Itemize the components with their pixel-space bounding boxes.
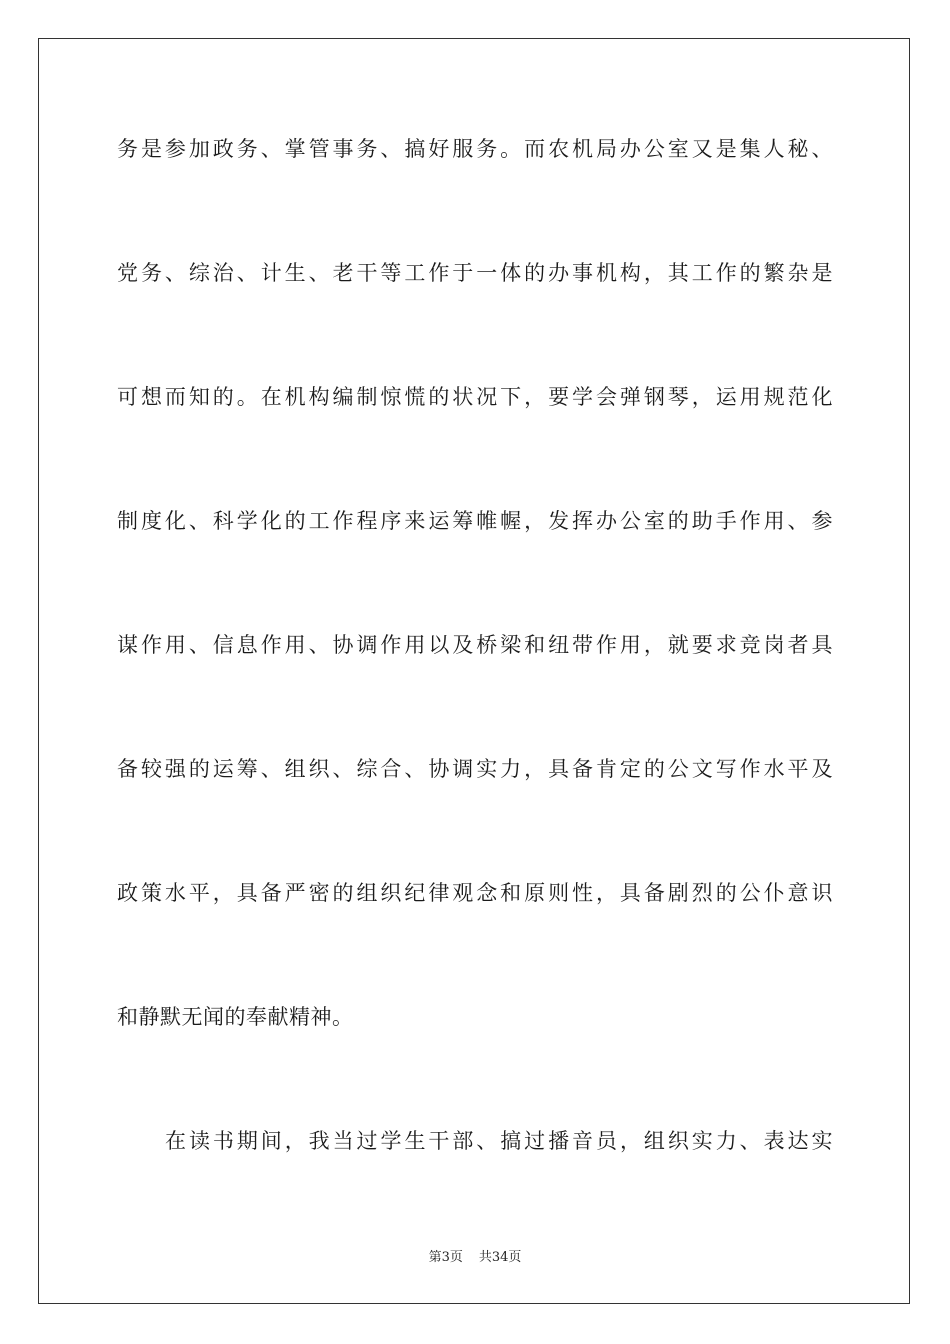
page-total: 共34页 [478, 1250, 522, 1265]
text-line-1: 务是参加政务、掌管事务、搞好服务。而农机局办公室又是集人秘、 [117, 137, 833, 161]
page-border [38, 38, 910, 1304]
text-line-3: 可想而知的。在机构编制惊慌的状况下，要学会弹钢琴，运用规范化 [117, 385, 833, 409]
text-line-2: 党务、综治、计生、老干等工作于一体的办事机构，其工作的繁杂是 [117, 261, 833, 285]
text-line-9: 在读书期间，我当过学生干部、搞过播音员，组织实力、表达实 [165, 1129, 833, 1153]
text-line-5: 谋作用、信息作用、协调作用以及桥梁和纽带作用，就要求竞岗者具 [117, 633, 833, 657]
text-line-6: 备较强的运筹、组织、综合、协调实力，具备肯定的公文写作水平及 [117, 757, 833, 781]
page-number: 第3页 [428, 1250, 463, 1265]
text-line-7: 政策水平，具备严密的组织纪律观念和原则性，具备剧烈的公仆意识 [117, 881, 833, 905]
text-line-4: 制度化、科学化的工作程序来运筹帷幄，发挥办公室的助手作用、参 [117, 509, 833, 533]
page-footer [0, 1246, 950, 1265]
text-line-8: 和静默无闻的奉献精神。 [117, 1005, 354, 1029]
